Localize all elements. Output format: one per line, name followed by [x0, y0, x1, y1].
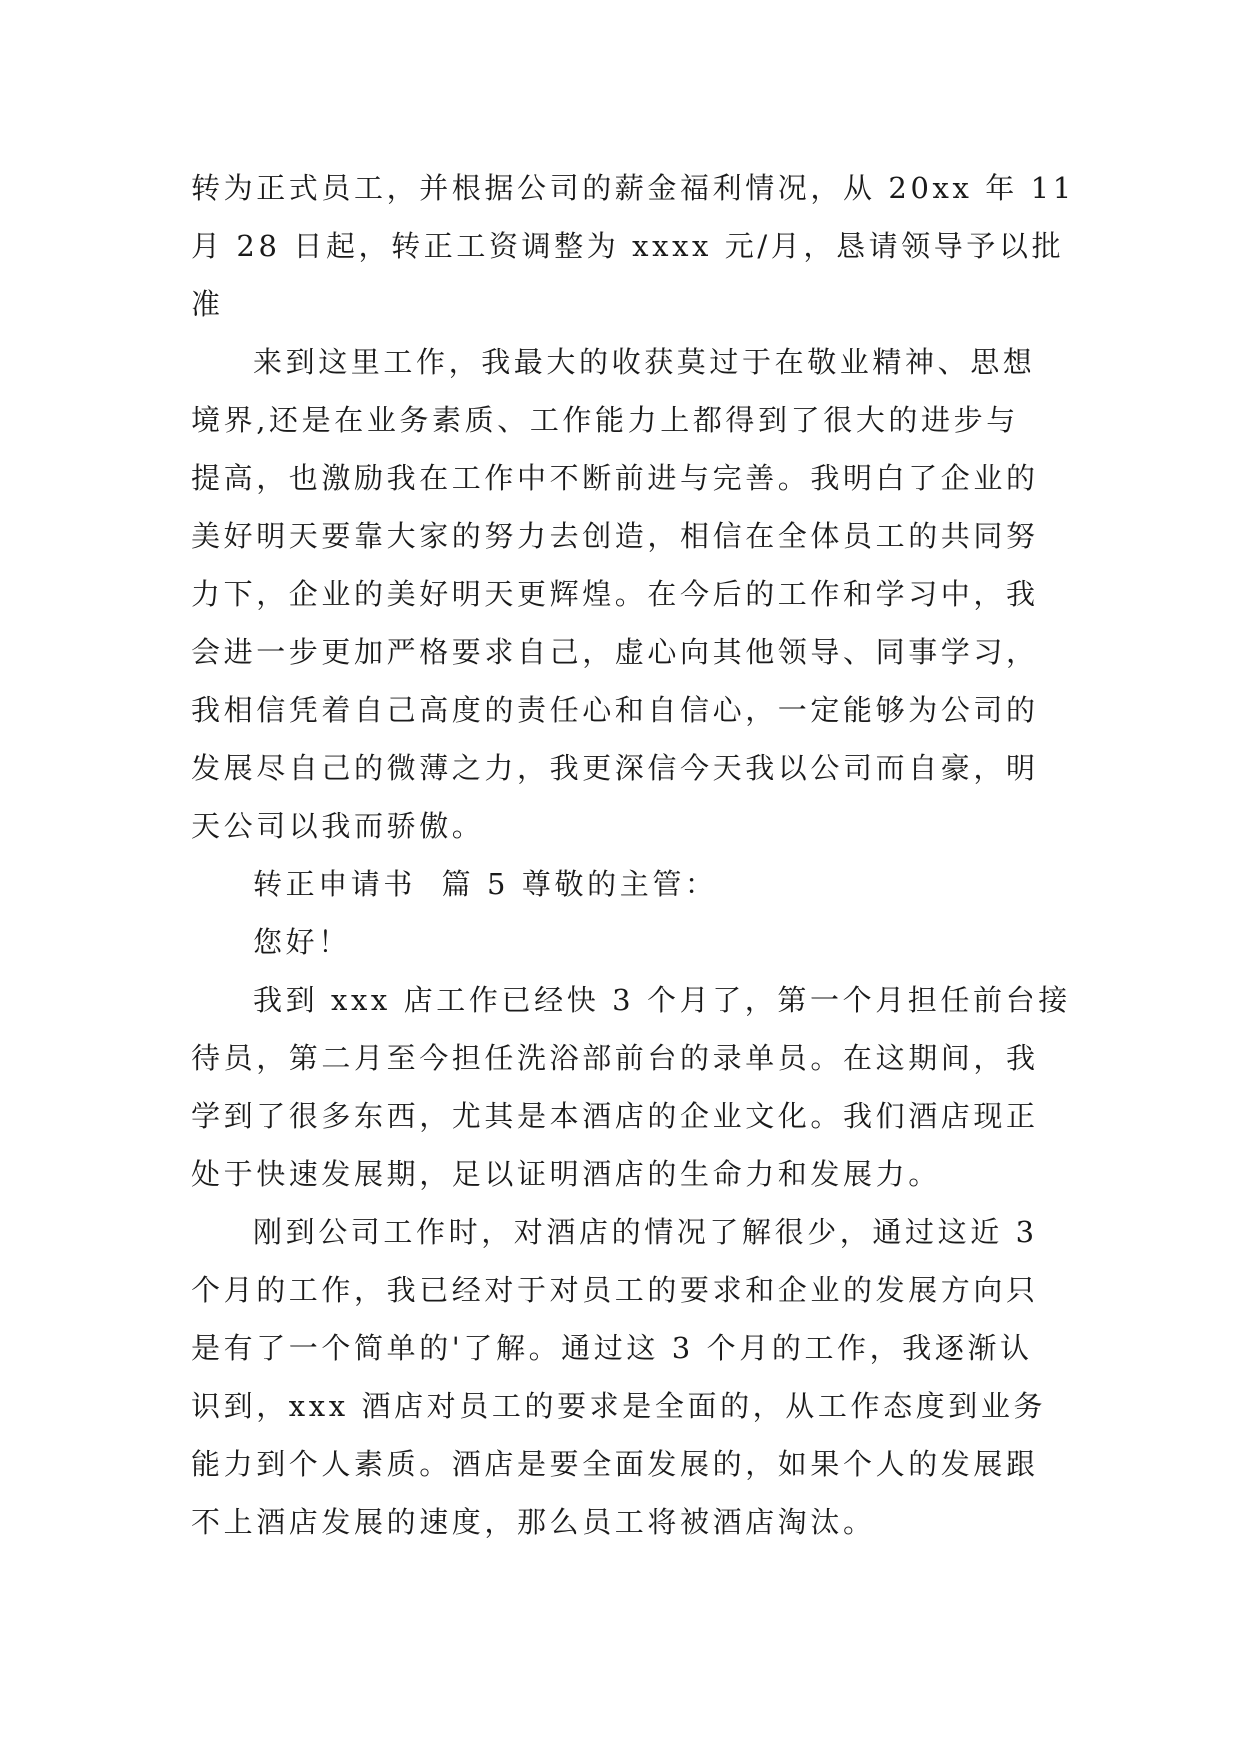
text-line: 提高，也激励我在工作中不断前进与完善。我明白了企业的	[191, 461, 1039, 495]
text-line: 个月的工作，我已经对于对员工的要求和企业的发展方向只	[191, 1273, 1039, 1307]
text-line: 境界,还是在业务素质、工作能力上都得到了很大的进步与	[191, 403, 1019, 437]
text-line: 学到了很多东西，尤其是本酒店的企业文化。我们酒店现正	[191, 1099, 1039, 1133]
section-heading: 转正申请书 篇 5 尊敬的主管：	[253, 867, 718, 901]
text-line: 准	[191, 287, 224, 321]
text-line: 待员，第二月至今担任洗浴部前台的录单员。在这期间，我	[191, 1041, 1039, 1075]
text-line: 能力到个人素质。酒店是要全面发展的，如果个人的发展跟	[191, 1447, 1039, 1481]
text-line: 美好明天要靠大家的努力去创造，相信在全体员工的共同努	[191, 519, 1039, 553]
text-line: 我相信凭着自己高度的责任心和自信心，一定能够为公司的	[191, 693, 1039, 727]
greeting: 您好！	[253, 925, 351, 959]
text-line: 处于快速发展期，足以证明酒店的生命力和发展力。	[191, 1157, 941, 1191]
paragraph-start-line: 来到这里工作，我最大的收获莫过于在敬业精神、思想	[253, 345, 1036, 379]
text-line: 力下，企业的美好明天更辉煌。在今后的工作和学习中，我	[191, 577, 1039, 611]
text-line: 发展尽自己的微薄之力，我更深信今天我以公司而自豪，明	[191, 751, 1039, 785]
text-line: 月 28 日起，转正工资调整为 xxxx 元/月，恳请领导予以批	[191, 229, 1065, 263]
text-line: 天公司以我而骄傲。	[191, 809, 485, 843]
paragraph-start-line: 我到 xxx 店工作已经快 3 个月了，第一个月担任前台接	[253, 983, 1071, 1017]
text-line: 会进一步更加严格要求自己，虚心向其他领导、同事学习，	[191, 635, 1039, 669]
paragraph-start-line: 刚到公司工作时，对酒店的情况了解很少，通过这近 3	[253, 1215, 1038, 1249]
text-line: 识到，xxx 酒店对员工的要求是全面的，从工作态度到业务	[191, 1389, 1047, 1423]
text-line: 是有了一个简单的'了解。通过这 3 个月的工作，我逐渐认	[191, 1331, 1033, 1365]
text-line: 转为正式员工，并根据公司的薪金福利情况，从 20xx 年 11	[191, 171, 1075, 205]
text-line: 不上酒店发展的速度，那么员工将被酒店淘汰。	[191, 1505, 876, 1539]
